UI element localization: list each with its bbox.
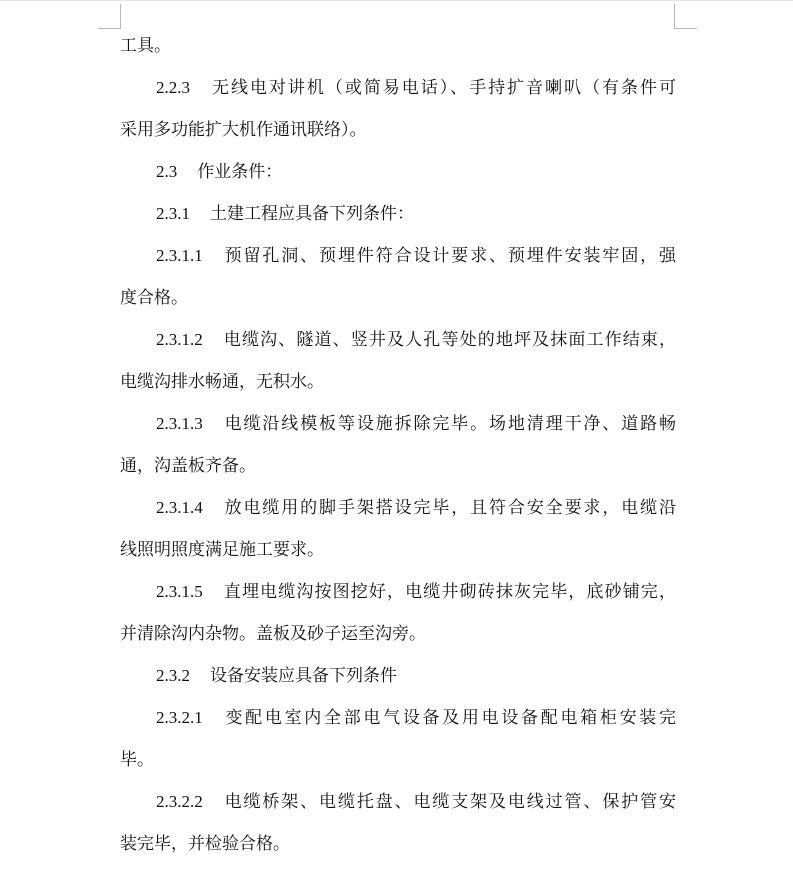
paragraph-text: 电缆沿线模板等设施拆除完毕。场地清理干净、道路畅	[222, 414, 676, 434]
clause-number: 2.3.1.4	[156, 498, 203, 517]
paragraph-text: 毕。	[120, 750, 154, 770]
clause-number: 2.3.2.2	[156, 792, 203, 811]
margin-corner-mark-right	[674, 4, 697, 29]
text-line	[120, 412, 676, 436]
clause-number: 2.3.1.2	[156, 330, 203, 349]
paragraph-text: 无线电对讲机（或简易电话）、手持扩音喇叭（有条件可	[210, 78, 676, 98]
clause-number: 2.3.1.1	[156, 246, 203, 265]
clause-number: 2.3	[156, 162, 178, 181]
clause-number: 2.3.2.1	[156, 708, 203, 727]
text-line	[120, 370, 676, 394]
text-line	[120, 622, 676, 646]
paragraph-text: 通，沟盖板齐备。	[120, 456, 256, 476]
page-top-edge	[0, 0, 793, 1]
text-line	[120, 538, 676, 562]
paragraph-text: 电缆沟排水畅通，无积水。	[120, 372, 324, 392]
text-line	[120, 244, 676, 268]
text-line	[120, 664, 676, 688]
text-line	[120, 580, 676, 604]
paragraph-text: 预留孔洞、预埋件符合设计要求、预埋件安装牢固，强	[222, 246, 676, 266]
paragraph-text: 电缆桥架、电缆托盘、电缆支架及电线过管、保护管安	[222, 792, 676, 812]
text-line	[120, 496, 676, 520]
text-line	[120, 706, 676, 730]
text-line	[120, 832, 676, 856]
margin-corner-mark-left	[98, 4, 121, 29]
paragraph-text: 线照明照度满足施工要求。	[120, 540, 324, 560]
paragraph-text: 工具。	[120, 36, 171, 56]
text-line	[120, 118, 676, 142]
paragraph-text: 设备安装应具备下列条件	[210, 666, 397, 686]
paragraph-text: 作业条件：	[197, 162, 283, 182]
text-line	[120, 76, 676, 100]
text-line	[120, 328, 676, 352]
clause-number: 2.3.1	[156, 204, 190, 223]
text-line	[120, 286, 676, 310]
paragraph-text: 土建工程应具备下列条件：	[210, 204, 414, 224]
clause-number: 2.2.3	[156, 78, 190, 97]
text-line	[120, 748, 676, 772]
paragraph-text: 放电缆用的脚手架搭设完毕，且符合安全要求，电缆沿	[222, 498, 676, 518]
paragraph-text: 变配电室内全部电气设备及用电设备配电箱柜安装完	[222, 708, 676, 728]
clause-number: 2.3.2	[156, 666, 190, 685]
text-line	[120, 34, 676, 58]
paragraph-text: 电缆沟、隧道、竖井及人孔等处的地坪及抹面工作结束，	[222, 330, 676, 350]
clause-number: 2.3.1.5	[156, 582, 203, 601]
paragraph-text: 度合格。	[120, 288, 188, 308]
paragraph-text: 装完毕，并检验合格。	[120, 834, 290, 854]
paragraph-text: 采用多功能扩大机作通讯联络）。	[120, 120, 367, 140]
clause-number: 2.3.1.3	[156, 414, 203, 433]
paragraph-text: 直埋电缆沟按图挖好，电缆井砌砖抹灰完毕，底砂铺完，	[222, 582, 676, 602]
text-line	[120, 160, 676, 184]
text-line	[120, 454, 676, 478]
paragraph-text: 并清除沟内杂物。盖板及砂子运至沟旁。	[120, 624, 426, 644]
text-line	[120, 790, 676, 814]
text-line	[120, 202, 676, 226]
